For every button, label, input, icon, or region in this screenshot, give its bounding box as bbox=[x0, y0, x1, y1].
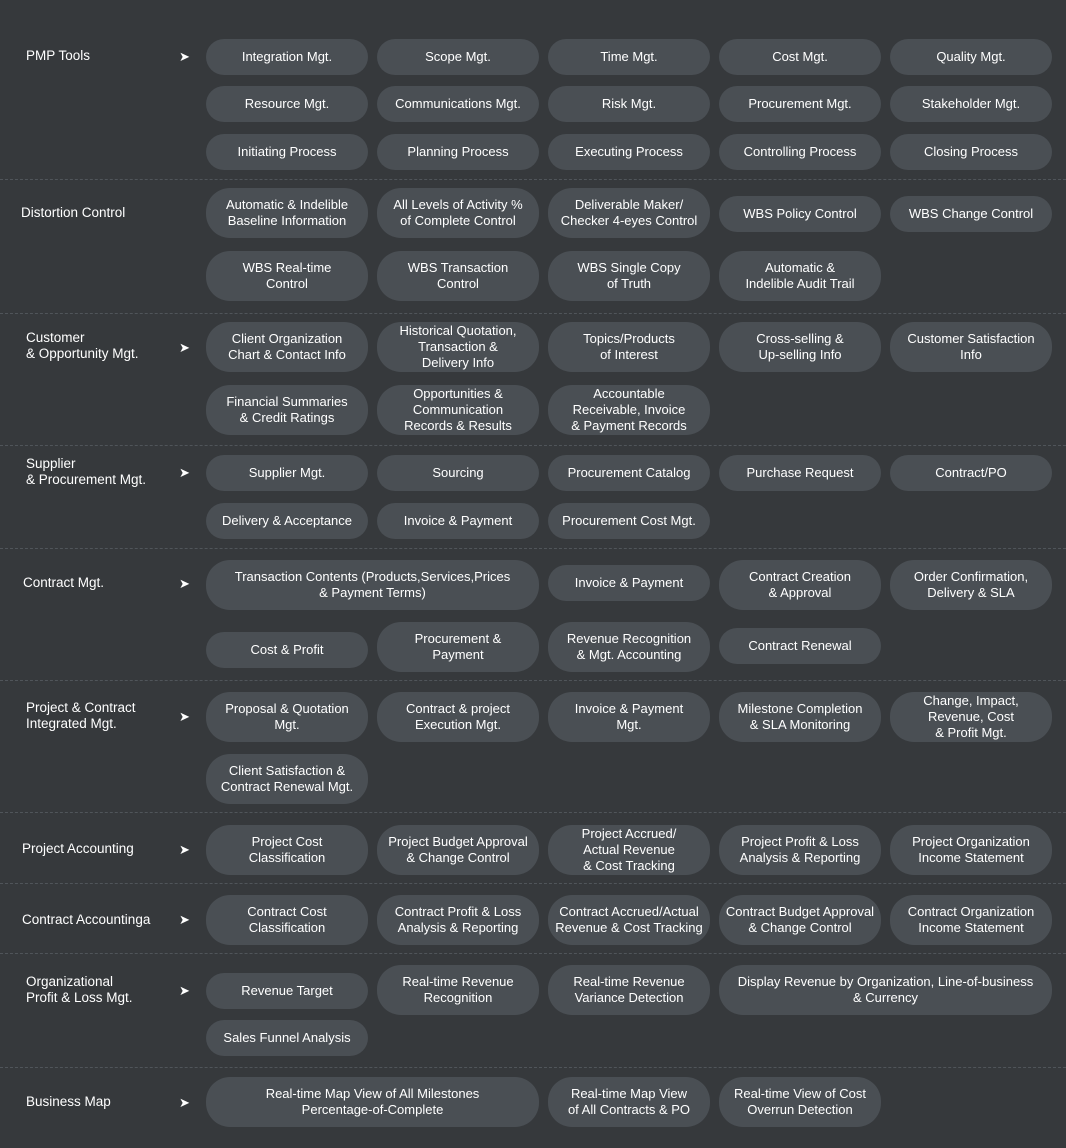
module-pill[interactable]: Planning Process bbox=[377, 134, 539, 170]
module-pill[interactable]: Transaction Contents (Products,Services,Prices & Payment Terms) bbox=[206, 560, 539, 610]
section-title: Project Accounting bbox=[22, 841, 134, 856]
arrow-right-icon: ➤ bbox=[179, 465, 190, 480]
module-pill[interactable]: Resource Mgt. bbox=[206, 86, 368, 122]
module-pill[interactable]: Cross-selling & Up-selling Info bbox=[719, 322, 881, 372]
section-title: PMP Tools bbox=[26, 48, 91, 63]
module-pill[interactable]: Procurement & Payment bbox=[377, 622, 539, 672]
module-pill[interactable]: Real-time Revenue Recognition bbox=[377, 965, 539, 1015]
module-pill[interactable]: Supplier Mgt. bbox=[206, 455, 368, 491]
module-pill[interactable]: Change, Impact, Revenue, Cost & Profit Mgt. bbox=[890, 692, 1052, 742]
section-divider bbox=[0, 445, 1066, 446]
module-pill[interactable]: Initiating Process bbox=[206, 134, 368, 170]
module-pill[interactable]: Contract Budget Approval & Change Control bbox=[719, 895, 881, 945]
module-pill[interactable]: Purchase Request bbox=[719, 455, 881, 491]
module-pill[interactable]: Project Cost Classification bbox=[206, 825, 368, 875]
module-pill[interactable]: Deliverable Maker/ Checker 4-eyes Control bbox=[548, 188, 710, 238]
module-pill[interactable]: Project Organization Income Statement bbox=[890, 825, 1052, 875]
module-pill[interactable]: Controlling Process bbox=[719, 134, 881, 170]
section-divider bbox=[0, 883, 1066, 884]
module-pill[interactable]: Client Organization Chart & Contact Info bbox=[206, 322, 368, 372]
module-pill[interactable]: Risk Mgt. bbox=[548, 86, 710, 122]
arrow-right-icon: ➤ bbox=[179, 912, 190, 927]
module-pill[interactable]: Contract Creation & Approval bbox=[719, 560, 881, 610]
section-divider bbox=[0, 680, 1066, 681]
module-pill[interactable]: Contract Profit & Loss Analysis & Reporting bbox=[377, 895, 539, 945]
module-pill[interactable]: Quality Mgt. bbox=[890, 39, 1052, 75]
module-pill[interactable]: Automatic & Indelible Baseline Information bbox=[206, 188, 368, 238]
module-pill[interactable]: Customer Satisfaction Info bbox=[890, 322, 1052, 372]
module-pill[interactable]: Stakeholder Mgt. bbox=[890, 86, 1052, 122]
module-pill[interactable]: Historical Quotation, Transaction & Delivery Info bbox=[377, 322, 539, 372]
module-pill[interactable]: Automatic & Indelible Audit Trail bbox=[719, 251, 881, 301]
module-pill[interactable]: Accountable Receivable, Invoice & Payment Records bbox=[548, 385, 710, 435]
section-divider bbox=[0, 179, 1066, 180]
section-divider bbox=[0, 812, 1066, 813]
module-pill[interactable]: Project Budget Approval & Change Control bbox=[377, 825, 539, 875]
section-title: Supplier & Procurement Mgt. bbox=[26, 456, 147, 487]
module-pill[interactable]: WBS Real-time Control bbox=[206, 251, 368, 301]
section-title: Organizational Profit & Loss Mgt. bbox=[26, 974, 133, 1005]
module-pill[interactable]: Cost Mgt. bbox=[719, 39, 881, 75]
module-pill[interactable]: Real-time Map View of All Milestones Percentage-of-Complete bbox=[206, 1077, 539, 1127]
module-pill[interactable]: WBS Single Copy of Truth bbox=[548, 251, 710, 301]
module-pill[interactable]: Sales Funnel Analysis bbox=[206, 1020, 368, 1056]
section-title: Distortion Control bbox=[21, 205, 126, 220]
module-pill[interactable]: Opportunities & Communication Records & Results bbox=[377, 385, 539, 435]
section-title: Contract Mgt. bbox=[23, 575, 105, 590]
module-pill[interactable]: Project Profit & Loss Analysis & Reporting bbox=[719, 825, 881, 875]
arrow-right-icon: ➤ bbox=[179, 1095, 190, 1110]
module-pill[interactable]: Invoice & Payment bbox=[548, 565, 710, 601]
module-pill[interactable]: Integration Mgt. bbox=[206, 39, 368, 75]
module-pill[interactable]: Cost & Profit bbox=[206, 632, 368, 668]
module-pill[interactable]: Procurement Mgt. bbox=[719, 86, 881, 122]
module-pill[interactable]: Executing Process bbox=[548, 134, 710, 170]
module-pill[interactable]: Contract Organization Income Statement bbox=[890, 895, 1052, 945]
module-pill[interactable]: Real-time Revenue Variance Detection bbox=[548, 965, 710, 1015]
arrow-right-icon: ➤ bbox=[179, 983, 190, 998]
module-pill[interactable]: Procurement Cost Mgt. bbox=[548, 503, 710, 539]
arrow-right-icon: ➤ bbox=[179, 842, 190, 857]
module-pill[interactable]: Revenue Recognition & Mgt. Accounting bbox=[548, 622, 710, 672]
module-pill[interactable]: Display Revenue by Organization, Line-of-business & Currency bbox=[719, 965, 1052, 1015]
module-pill[interactable]: Invoice & Payment bbox=[377, 503, 539, 539]
module-pill[interactable]: Real-time Map View of All Contracts & PO bbox=[548, 1077, 710, 1127]
module-pill[interactable]: All Levels of Activity % of Complete Control bbox=[377, 188, 539, 238]
section-title: Project & Contract Integrated Mgt. bbox=[26, 700, 136, 731]
module-pill[interactable]: WBS Policy Control bbox=[719, 196, 881, 232]
module-pill[interactable]: Closing Process bbox=[890, 134, 1052, 170]
section-title: Customer & Opportunity Mgt. bbox=[26, 330, 139, 361]
module-pill[interactable]: Topics/Products of Interest bbox=[548, 322, 710, 372]
module-pill[interactable]: Revenue Target bbox=[206, 973, 368, 1009]
module-pill[interactable]: Contract Renewal bbox=[719, 628, 881, 664]
section-title: Business Map bbox=[26, 1094, 111, 1109]
module-pill[interactable]: Communications Mgt. bbox=[377, 86, 539, 122]
section-divider bbox=[0, 1067, 1066, 1068]
module-pill[interactable]: Client Satisfaction & Contract Renewal Mgt. bbox=[206, 754, 368, 804]
section-divider bbox=[0, 953, 1066, 954]
module-pill[interactable]: Contract Accrued/Actual Revenue & Cost Tracking bbox=[548, 895, 710, 945]
section-divider bbox=[0, 313, 1066, 314]
module-pill[interactable]: WBS Transaction Control bbox=[377, 251, 539, 301]
module-pill[interactable]: Contract/PO bbox=[890, 455, 1052, 491]
section-divider bbox=[0, 548, 1066, 549]
module-pill[interactable]: Financial Summaries & Credit Ratings bbox=[206, 385, 368, 435]
module-pill[interactable]: Delivery & Acceptance bbox=[206, 503, 368, 539]
module-pill[interactable]: Contract Cost Classification bbox=[206, 895, 368, 945]
section-title: Contract Accountinga bbox=[22, 912, 151, 927]
arrow-right-icon: ➤ bbox=[179, 576, 190, 591]
module-pill[interactable]: Order Confirmation, Delivery & SLA bbox=[890, 560, 1052, 610]
module-pill[interactable]: Milestone Completion & SLA Monitoring bbox=[719, 692, 881, 742]
module-pill[interactable]: Contract & project Execution Mgt. bbox=[377, 692, 539, 742]
arrow-right-icon: ➤ bbox=[179, 49, 190, 64]
module-pill[interactable]: Invoice & Payment Mgt. bbox=[548, 692, 710, 742]
module-pill[interactable]: Project Accrued/ Actual Revenue & Cost Tracking bbox=[548, 825, 710, 875]
module-pill[interactable]: Time Mgt. bbox=[548, 39, 710, 75]
module-pill[interactable]: Real-time View of Cost Overrun Detection bbox=[719, 1077, 881, 1127]
arrow-right-icon: ➤ bbox=[179, 709, 190, 724]
arrow-right-icon: ➤ bbox=[179, 340, 190, 355]
module-pill[interactable]: Proposal & Quotation Mgt. bbox=[206, 692, 368, 742]
module-pill[interactable]: WBS Change Control bbox=[890, 196, 1052, 232]
module-pill[interactable]: Sourcing bbox=[377, 455, 539, 491]
module-pill[interactable]: Procurement Catalog bbox=[548, 455, 710, 491]
module-pill[interactable]: Scope Mgt. bbox=[377, 39, 539, 75]
